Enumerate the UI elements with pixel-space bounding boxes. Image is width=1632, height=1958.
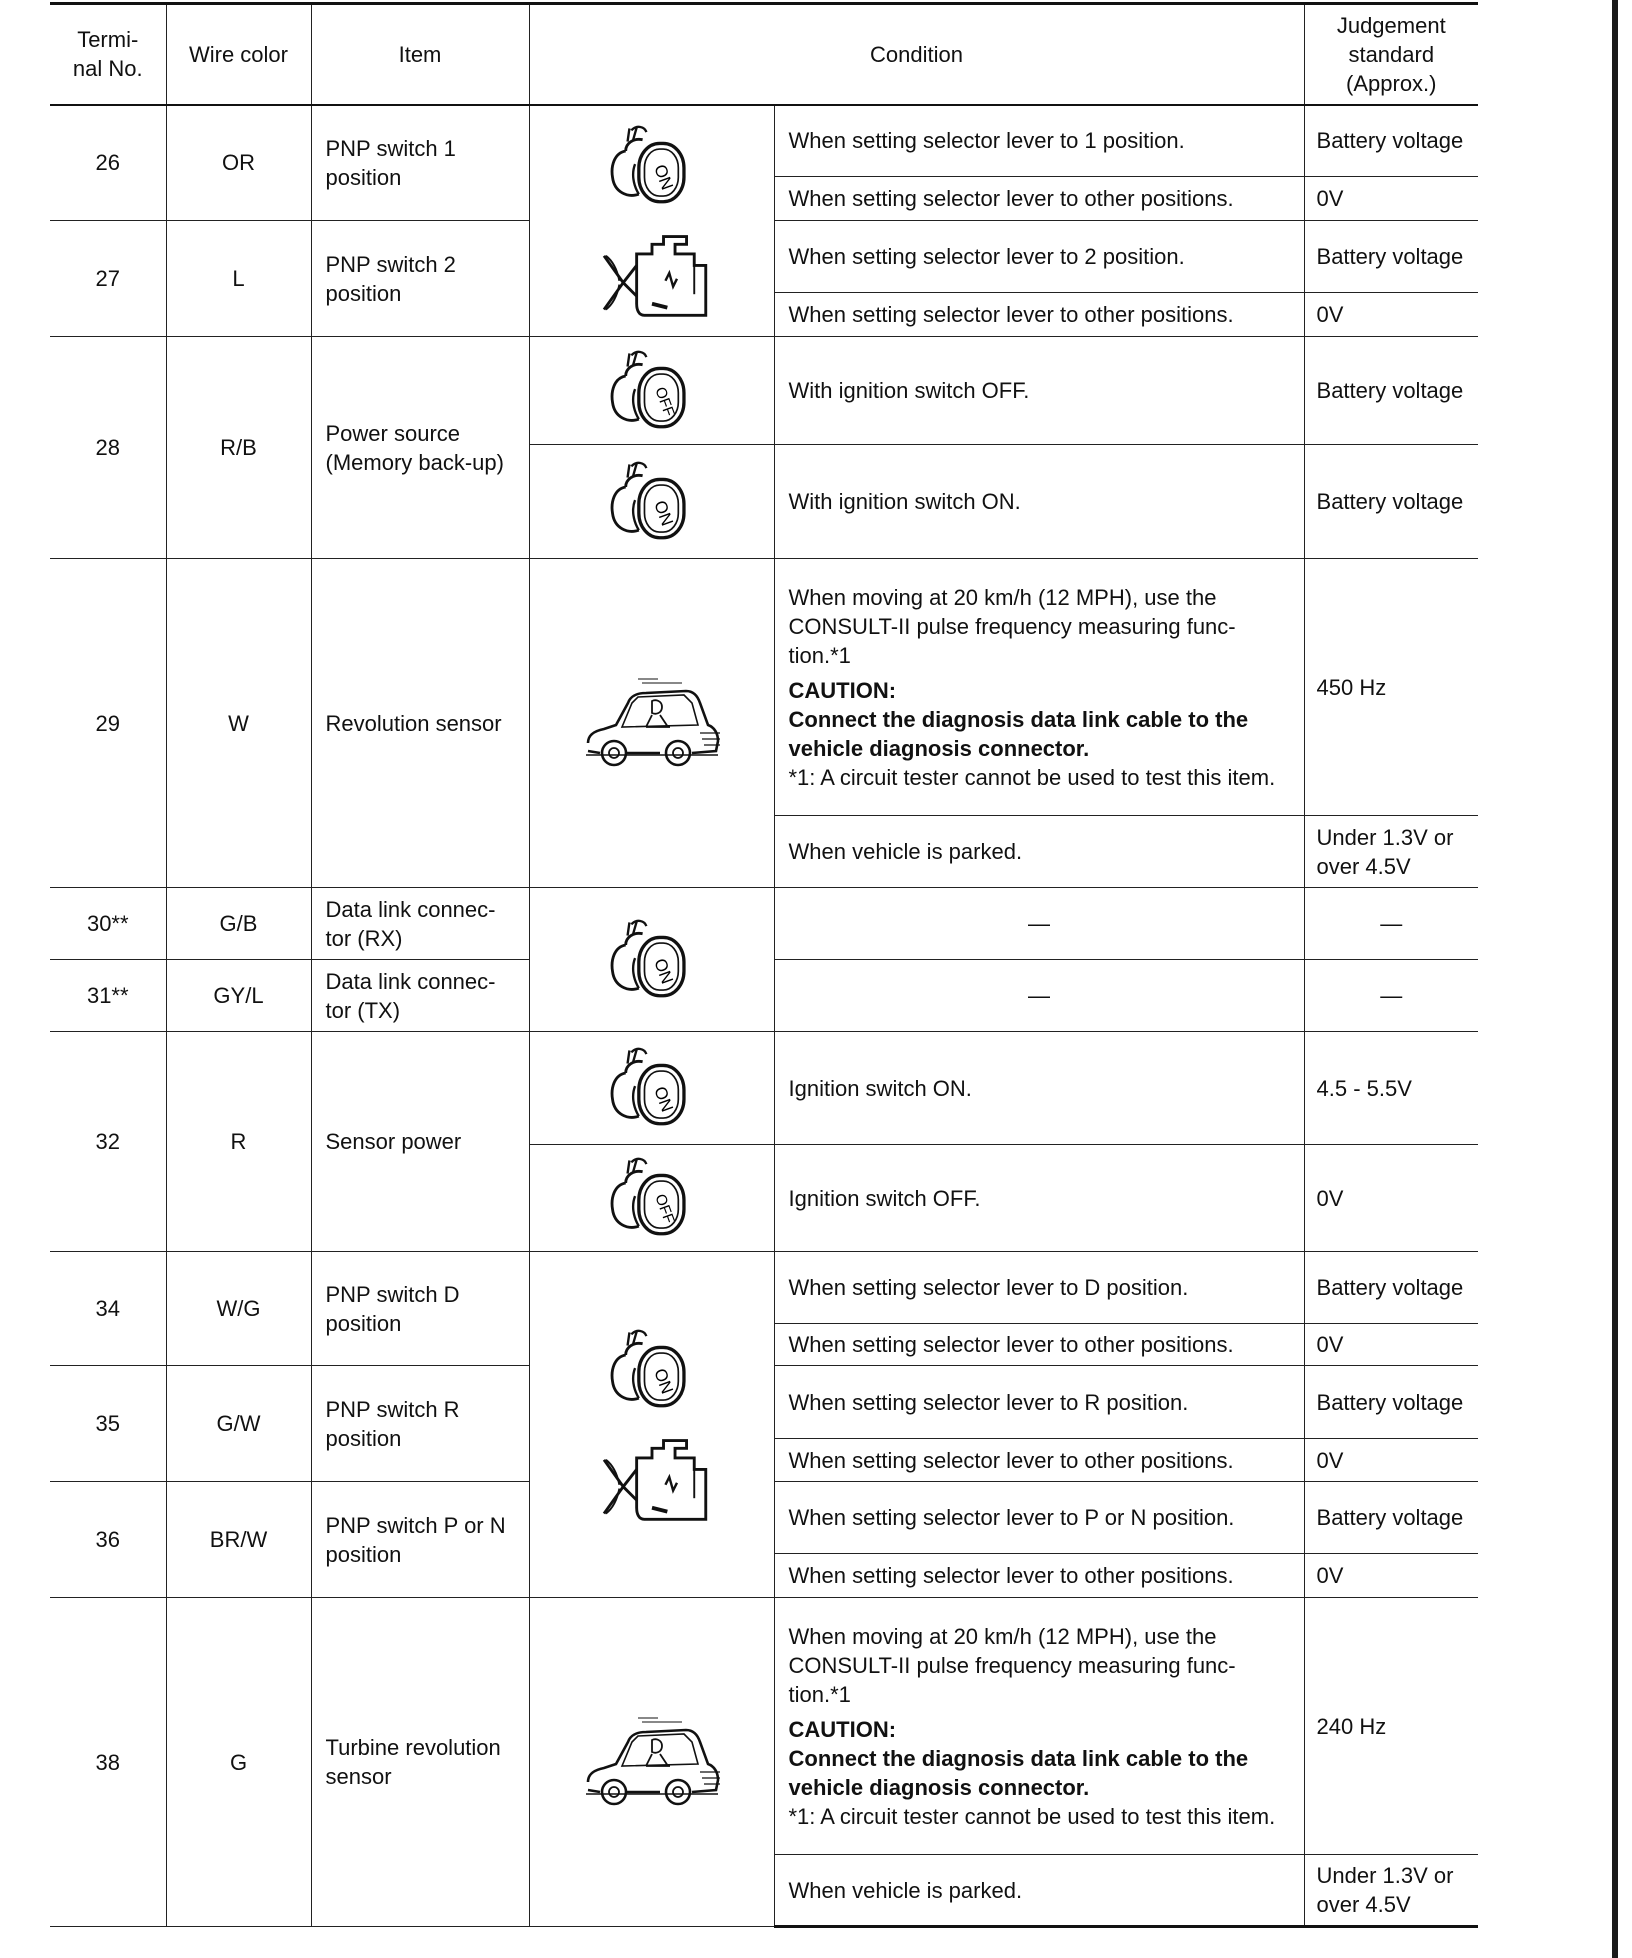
judgement: — <box>1304 888 1478 960</box>
judgement: 450 Hz <box>1304 559 1478 816</box>
judgement: — <box>1304 960 1478 1032</box>
condition: Ignition switch OFF. <box>774 1145 1304 1252</box>
ignition-engine-icon-cell <box>529 1252 774 1598</box>
caution-title: CAUTION: <box>788 1716 897 1742</box>
table-row <box>50 888 1478 960</box>
judgement: 0V <box>1304 1145 1478 1252</box>
terminal-no: 32 <box>50 1032 166 1252</box>
judgement: Battery voltage <box>1304 105 1478 177</box>
svg-text:OFF: OFF <box>650 384 678 419</box>
terminal-no: 30** <box>50 888 166 960</box>
item: PNP switch P or N position <box>311 1482 529 1598</box>
wire-color: BR/W <box>166 1482 311 1598</box>
caution-body: Connect the diagnosis data link cable to the vehicle diagnosis connector. <box>788 1745 1249 1800</box>
ignition-key-off-icon <box>602 344 702 438</box>
judgement: 0V <box>1304 177 1478 221</box>
condition: When setting selector lever to other positions. <box>774 1554 1304 1598</box>
ignition-off-icon-cell <box>529 1145 774 1252</box>
item: PNP switch R position <box>311 1366 529 1482</box>
vehicle-moving-icon <box>582 1712 722 1812</box>
table-row <box>50 1598 1478 1855</box>
terminal-no: 28 <box>50 337 166 559</box>
ignition-key-off-icon <box>602 1151 702 1245</box>
engine-running-icon <box>592 1431 712 1527</box>
svg-text:ON: ON <box>649 161 677 193</box>
judgement: Battery voltage <box>1304 1252 1478 1324</box>
condition: With ignition switch ON. <box>774 445 1304 559</box>
vehicle-moving-icon-cell <box>529 559 774 888</box>
condition: When setting selector lever to other positions. <box>774 177 1304 221</box>
terminal-no: 35 <box>50 1366 166 1482</box>
item: PNP switch 2 position <box>311 221 529 337</box>
judgement: 0V <box>1304 293 1478 337</box>
ignition-key-on-icon <box>602 455 702 549</box>
vehicle-moving-icon <box>582 673 722 773</box>
table-row <box>50 105 1478 177</box>
header-judgement: Judgement standard (Approx.) <box>1304 4 1478 105</box>
ignition-key-on-icon <box>602 913 702 1007</box>
item: Revolution sensor <box>311 559 529 888</box>
caution-title: CAUTION: <box>788 677 897 703</box>
wire-color: L <box>166 221 311 337</box>
ignition-on-icon-cell <box>529 888 774 1032</box>
table-row <box>50 1252 1478 1324</box>
svg-text:ON: ON <box>649 955 677 986</box>
wire-color: W/G <box>166 1252 311 1366</box>
judgement: Under 1.3V or over 4.5V <box>1304 816 1478 888</box>
ignition-key-on-icon <box>602 1041 702 1135</box>
terminal-no: 29 <box>50 559 166 888</box>
item: Power source (Memory back-up) <box>311 337 529 559</box>
condition: When setting selector lever to other positions. <box>774 1439 1304 1482</box>
ignition-engine-icon-cell <box>529 105 774 337</box>
ignition-key-on-icon <box>602 119 702 213</box>
table-header <box>50 4 1478 105</box>
svg-text:ON: ON <box>649 497 677 528</box>
ignition-off-icon-cell <box>529 337 774 445</box>
footnote: *1: A circuit tester cannot be used to test this item. <box>788 1803 1276 1829</box>
judgement: 0V <box>1304 1324 1478 1366</box>
terminal-no: 34 <box>50 1252 166 1366</box>
table-row <box>50 559 1478 816</box>
condition: When setting selector lever to 1 position. <box>774 105 1304 177</box>
footnote: *1: A circuit tester cannot be used to test this item. <box>788 764 1276 790</box>
item: PNP switch 1 position <box>311 105 529 221</box>
header-wire-color: Wire color <box>166 4 311 105</box>
condition-text: When moving at 20 km/h (12 MPH), use the CONSULT-II pulse frequency measuring func-tion.*1 <box>788 1623 1236 1707</box>
condition: When setting selector lever to D position. <box>774 1252 1304 1324</box>
condition: When setting selector lever to P or N position. <box>774 1482 1304 1554</box>
table-row <box>50 337 1478 445</box>
item: Data link connec-tor (TX) <box>311 960 529 1032</box>
judgement: Battery voltage <box>1304 1366 1478 1439</box>
wire-color: R <box>166 1032 311 1252</box>
wire-color: R/B <box>166 337 311 559</box>
condition: Ignition switch ON. <box>774 1032 1304 1145</box>
svg-text:ON: ON <box>649 1365 677 1396</box>
table-row <box>50 1032 1478 1145</box>
wire-color: OR <box>166 105 311 221</box>
item: PNP switch D position <box>311 1252 529 1366</box>
terminal-no: 36 <box>50 1482 166 1598</box>
wire-color: G/W <box>166 1366 311 1482</box>
terminal-no: 38 <box>50 1598 166 1927</box>
header-condition: Condition <box>529 4 1304 105</box>
judgement: 240 Hz <box>1304 1598 1478 1855</box>
condition-text: When moving at 20 km/h (12 MPH), use the CONSULT-II pulse frequency measuring func-tion.*1 <box>788 584 1236 668</box>
judgement: Battery voltage <box>1304 337 1478 445</box>
wire-color: W <box>166 559 311 888</box>
item: Sensor power <box>311 1032 529 1252</box>
header-terminal: Termi- nal No. <box>50 4 166 105</box>
judgement: Battery voltage <box>1304 1482 1478 1554</box>
wire-color: G/B <box>166 888 311 960</box>
svg-text:OFF: OFF <box>650 1191 678 1226</box>
condition: When setting selector lever to other positions. <box>774 293 1304 337</box>
terminal-no: 26 <box>50 105 166 221</box>
item: Turbine revolution sensor <box>311 1598 529 1927</box>
condition: — <box>774 960 1304 1032</box>
ignition-key-on-icon <box>602 1323 702 1417</box>
condition: — <box>774 888 1304 960</box>
vehicle-moving-icon-cell <box>529 1598 774 1927</box>
caution-body: Connect the diagnosis data link cable to the vehicle diagnosis connector. <box>788 706 1249 761</box>
wire-color: GY/L <box>166 960 311 1032</box>
judgement: 0V <box>1304 1439 1478 1482</box>
condition: When setting selector lever to R position. <box>774 1366 1304 1439</box>
condition: When vehicle is parked. <box>774 1855 1304 1927</box>
judgement: 4.5 - 5.5V <box>1304 1032 1478 1145</box>
condition <box>774 559 1304 816</box>
item: Data link connec-tor (RX) <box>311 888 529 960</box>
judgement: 0V <box>1304 1554 1478 1598</box>
ignition-on-icon-cell <box>529 1032 774 1145</box>
judgement: Battery voltage <box>1304 221 1478 293</box>
condition <box>774 1598 1304 1855</box>
judgement: Battery voltage <box>1304 445 1478 559</box>
judgement: Under 1.3V or over 4.5V <box>1304 1855 1478 1927</box>
condition: When vehicle is parked. <box>774 816 1304 888</box>
page-edge-bar <box>1612 0 1618 1958</box>
terminal-no: 27 <box>50 221 166 337</box>
wire-color: G <box>166 1598 311 1927</box>
condition: With ignition switch OFF. <box>774 337 1304 445</box>
svg-text:ON: ON <box>649 1083 677 1115</box>
condition: When setting selector lever to other positions. <box>774 1324 1304 1366</box>
engine-running-icon <box>592 227 712 323</box>
condition: When setting selector lever to 2 position. <box>774 221 1304 293</box>
ignition-on-icon-cell <box>529 445 774 559</box>
terminal-no: 31** <box>50 960 166 1032</box>
terminal-spec-table <box>50 2 1478 1928</box>
header-item: Item <box>311 4 529 105</box>
